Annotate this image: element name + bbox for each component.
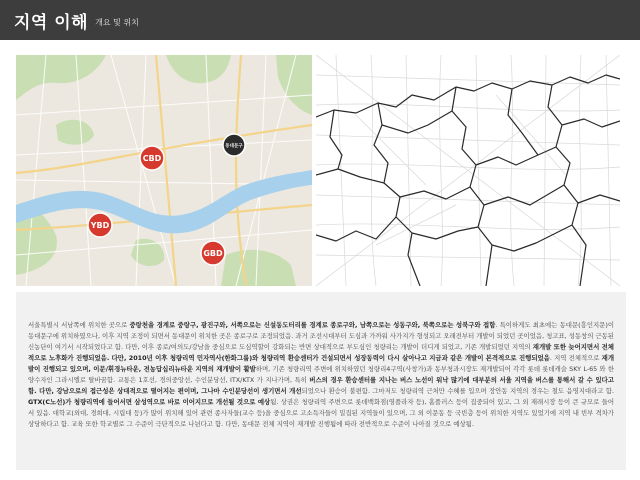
marker-dongdaemun-label: 동대문구 bbox=[225, 144, 243, 149]
marker-dongdaemun[interactable] bbox=[223, 134, 245, 156]
district-boundary-map[interactable] bbox=[316, 55, 620, 286]
marker-ybd[interactable] bbox=[88, 213, 112, 237]
location-map[interactable] bbox=[16, 55, 312, 286]
description-highlight: 중랑천을 경계로 중랑구, 광진구와, 서쪽으로는 신설동도터리를 경계로 종로구와, 남쪽으로는 성동구와, 북쪽으로는 성북구와 접함 bbox=[129, 321, 496, 329]
description-segment: 서울특별시 서남쪽에 위치한 곳으로 bbox=[28, 321, 130, 329]
marker-gbd[interactable] bbox=[201, 241, 225, 265]
description-segment: . 특이하게도 최초에는 동대문(흥인지문)이 동대문구에 위치하였으나, 이후 지역 조정이 되면서 동대문이 위치한 곳은 종로구로 조정되었음. 과거 조선시대부터 도심과 가까워 사가지가 형성되고 오래전부터 개발이 되었던 곳이었음, 청고표, 성동창의 근동된 신농단이 여기서 시작되었다고 함. 다만, 이후 종로/여의도/강남을 중심으로 도심역할이 강화되는 반면 상대적으로 부도심인 청량리는 개발이 더디게 되었고, 기존 개발되었던 지역의 bbox=[28, 321, 615, 351]
marker-cbd-label: CBD bbox=[142, 154, 162, 163]
page-title: 지역 이해 bbox=[14, 12, 89, 33]
page-header bbox=[0, 0, 640, 40]
description-highlight: GTX(C노선)가 청량리역에 들어서면 삼성역으로 바로 이어지므로 개선될 것으로 예상 bbox=[28, 398, 271, 406]
district-map-canvas bbox=[316, 55, 620, 286]
marker-cbd[interactable] bbox=[140, 146, 164, 170]
description-highlight: 재개발이 진행되고 있으며, 이문/휘경뉴타운, 전농답십리뉴타운 지역의 재개발이 활발 bbox=[28, 354, 615, 373]
description-segment: . 지역 전체적으로 bbox=[549, 354, 602, 362]
description-segment: 됨. 상권은 청량리역 주변으로 롯데백화점(영플라자 등), 홈플러스 등이 집중되어 있고, 그 외 재래시장 등이 큰 규모로 들어서 있음. 대학교(외대, 경희대, 시립대 등)가 많이 위치해 있어 관련 종사자들(교수 등)을 중심으로 고소득자들이 밀집된 지역들이 있으며, 그 외 이문동 등 국빈층 등이 위치한 지역도 있었기에 지역 내 빈부 격차가 상당하다고 함. 교육 또한 학교별로 그 수준이 극단적으로 나뉜다고 함. 다만, 동대문 전체 지역이 재개발 진행됨에 따라 전반적으로 수준이 나아질 것으로 예상됨. bbox=[28, 398, 615, 428]
description-highlight: 버스의 경우 환승센터를 지나는 버스 노선이 워낙 많기에 대부분의 서울 지역을 버스를 통해서 갈 수 있다고 함. 다만, 강남으로의 접근성은 상대적으로 떨어지는 편이며, 그나마 수인분당선이 생기면서 개선 bbox=[28, 376, 614, 395]
marker-gbd-label: GBD bbox=[203, 249, 223, 258]
map-markers bbox=[16, 55, 312, 286]
description-segment: 하며, 기존 청량리역 주변에 위치하였던 청량리4구역(사창가)과 동부청과시장도 재개발되어 각각 롯데 롯데캐슬 SKY L-65 와 한양수자인 그라시엘로 탈바꿈함. 교통은 1호선, 경의중앙선, 수인분당선, ITX/KTX 가 지나가며, 특히 bbox=[28, 365, 614, 384]
page-subtitle: 개요 및 위치 bbox=[95, 17, 139, 27]
description-highlight: 재개발 또한 늦어지면서 전체적으로 노후화가 진행되었음. 다만, 2010년 이후 청량리역 민자역사(한화그룹)와 청량리역 환승센터가 건설되면서 성장동력이 다시 살아나고 지금과 같은 개발이 본격적으로 진행되었음 bbox=[28, 343, 614, 362]
description-text bbox=[16, 292, 626, 470]
description-segment: 되었으나 환승이 불편함. 그마저도 청량리역 근처만 수혜를 입으며 장안동 지역의 경우는 철도 음영지대라고 함. bbox=[301, 387, 614, 395]
marker-ybd-label: YBD bbox=[90, 221, 110, 230]
